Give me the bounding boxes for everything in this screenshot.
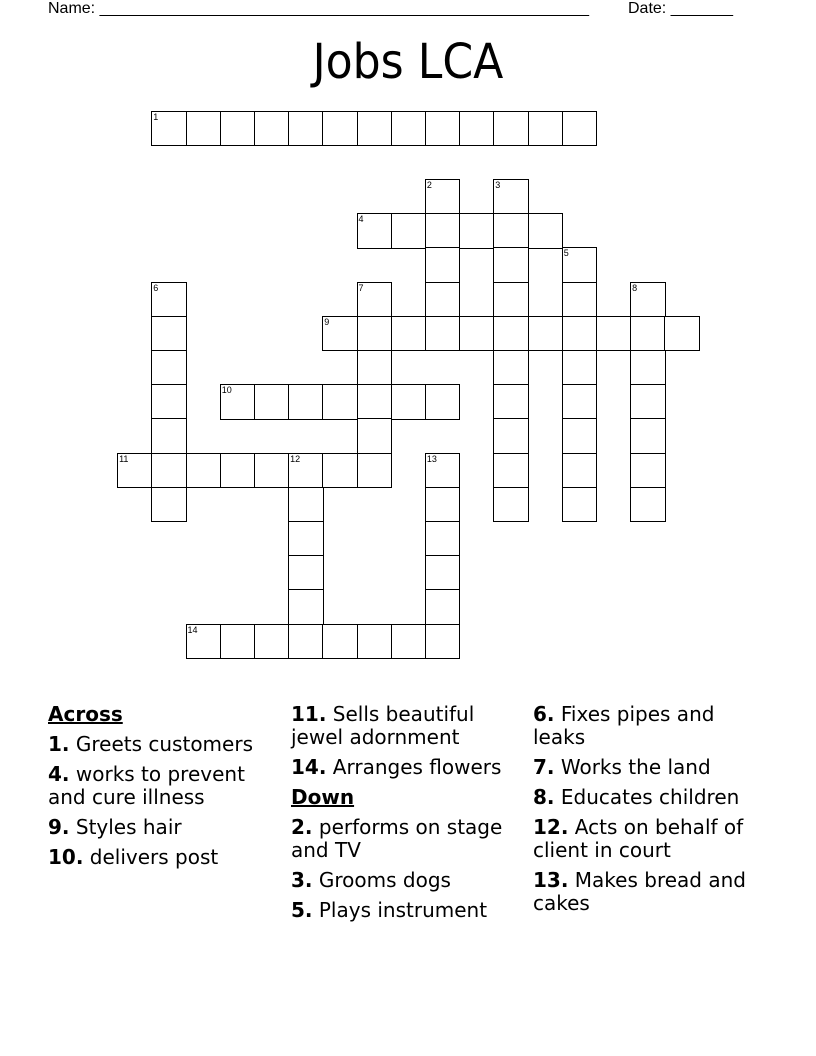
clue-number: 11 xyxy=(119,453,129,464)
clue-column-3 xyxy=(533,703,769,922)
clue-column-2 xyxy=(291,703,527,929)
crossword-cell[interactable] xyxy=(357,350,393,386)
clue-number: 3 xyxy=(495,179,501,190)
crossword-cell[interactable] xyxy=(562,487,598,523)
clue-number: 4 xyxy=(358,214,364,225)
clue-number: 10 xyxy=(221,385,232,396)
crossword-cell[interactable] xyxy=(630,316,666,352)
crossword-cell[interactable] xyxy=(357,282,393,318)
clue-number: 1 xyxy=(153,111,159,122)
crossword-cell[interactable] xyxy=(357,384,393,420)
crossword-cell[interactable] xyxy=(425,316,461,352)
crossword-cell[interactable] xyxy=(186,453,222,489)
crossword-cell[interactable] xyxy=(220,384,256,420)
crossword-cell[interactable] xyxy=(630,350,666,386)
crossword-cell[interactable] xyxy=(288,555,324,591)
crossword-cell[interactable] xyxy=(391,213,427,249)
date-field-label: Date: _______ xyxy=(628,0,733,17)
clue-number: 12 xyxy=(290,453,301,464)
clue-across-10: 10. delivers post xyxy=(48,845,219,869)
crossword-cell[interactable] xyxy=(493,487,529,523)
crossword-cell[interactable] xyxy=(562,453,598,489)
crossword-cell[interactable] xyxy=(288,624,324,660)
crossword-cell[interactable] xyxy=(459,111,495,147)
crossword-cell[interactable] xyxy=(562,111,598,147)
crossword-cell[interactable] xyxy=(357,213,393,249)
crossword-cell[interactable] xyxy=(391,316,427,352)
clue-across-11: 11. Sells beautiful jewel adornment xyxy=(291,702,475,749)
crossword-cell[interactable] xyxy=(220,111,256,147)
crossword-cell[interactable] xyxy=(630,418,666,454)
crossword-cell[interactable] xyxy=(322,453,358,489)
crossword-cell[interactable] xyxy=(357,111,393,147)
crossword-cell[interactable] xyxy=(322,316,358,352)
crossword-cell[interactable] xyxy=(288,384,324,420)
crossword-cell[interactable] xyxy=(357,624,393,660)
crossword-cell[interactable] xyxy=(630,282,666,318)
crossword-cell[interactable] xyxy=(493,213,529,249)
crossword-cell[interactable] xyxy=(151,453,187,489)
crossword-cell[interactable] xyxy=(562,247,598,283)
crossword-cell[interactable] xyxy=(288,521,324,557)
crossword-cell[interactable] xyxy=(288,487,324,523)
down-heading: Down xyxy=(291,785,355,809)
crossword-cell[interactable] xyxy=(493,282,529,318)
clue-number: 9 xyxy=(324,316,330,327)
crossword-cell[interactable] xyxy=(425,111,461,147)
crossword-cell[interactable] xyxy=(630,384,666,420)
crossword-cell[interactable] xyxy=(151,111,187,147)
crossword-cell[interactable] xyxy=(562,282,598,318)
name-field-label: Name: _______________________________________________________ xyxy=(48,0,589,17)
crossword-cell[interactable] xyxy=(425,487,461,523)
clue-across-14: 14. Arranges flowers xyxy=(291,755,502,779)
crossword-cell[interactable] xyxy=(493,247,529,283)
crossword-cell[interactable] xyxy=(425,282,461,318)
crossword-cell[interactable] xyxy=(425,213,461,249)
crossword-cell[interactable] xyxy=(425,589,461,625)
crossword-cell[interactable] xyxy=(425,384,461,420)
crossword-cell[interactable] xyxy=(391,384,427,420)
crossword-cell[interactable] xyxy=(322,624,358,660)
crossword-cell[interactable] xyxy=(186,624,222,660)
crossword-cell[interactable] xyxy=(664,316,700,352)
crossword-cell[interactable] xyxy=(220,453,256,489)
crossword-cell[interactable] xyxy=(562,384,598,420)
crossword-cell[interactable] xyxy=(528,213,564,249)
crossword-cell[interactable] xyxy=(562,418,598,454)
clue-down-5: 5. Plays instrument xyxy=(291,898,488,922)
crossword-cell[interactable] xyxy=(493,384,529,420)
crossword-cell[interactable] xyxy=(254,624,290,660)
crossword-cell[interactable] xyxy=(562,350,598,386)
page-title: Jobs LCA xyxy=(312,34,504,90)
crossword-cell[interactable] xyxy=(288,111,324,147)
crossword-cell[interactable] xyxy=(493,316,529,352)
crossword-cell[interactable] xyxy=(425,247,461,283)
crossword-cell[interactable] xyxy=(493,418,529,454)
clue-number: 13 xyxy=(426,453,437,464)
crossword-cell[interactable] xyxy=(425,624,461,660)
crossword-cell[interactable] xyxy=(151,418,187,454)
crossword-cell[interactable] xyxy=(562,316,598,352)
crossword-cell[interactable] xyxy=(151,384,187,420)
crossword-cell[interactable] xyxy=(391,111,427,147)
clue-across-9: 9. Styles hair xyxy=(48,815,182,839)
clue-number: 5 xyxy=(563,248,569,259)
clue-number: 7 xyxy=(358,282,364,293)
clue-down-3: 3. Grooms dogs xyxy=(291,868,451,892)
clue-down-13: 13. Makes bread and cakes xyxy=(533,868,746,915)
crossword-cell[interactable] xyxy=(151,350,187,386)
clue-number: 6 xyxy=(153,282,159,293)
crossword-cell[interactable] xyxy=(322,384,358,420)
crossword-cell[interactable] xyxy=(630,487,666,523)
crossword-cell[interactable] xyxy=(493,111,529,147)
crossword-cell[interactable] xyxy=(220,624,256,660)
crossword-cell[interactable] xyxy=(254,111,290,147)
clue-down-7: 7. Works the land xyxy=(533,755,711,779)
across-heading: Across xyxy=(48,702,123,726)
clue-down-6: 6. Fixes pipes and leaks xyxy=(533,702,715,749)
crossword-cell[interactable] xyxy=(630,453,666,489)
clue-across-1: 1. Greets customers xyxy=(48,732,253,756)
crossword-cell[interactable] xyxy=(459,316,495,352)
crossword-cell[interactable] xyxy=(425,453,461,489)
crossword-cell[interactable] xyxy=(596,316,632,352)
clue-across-4: 4. works to prevent and cure illness xyxy=(48,762,245,809)
crossword-cell[interactable] xyxy=(493,350,529,386)
crossword-cell[interactable] xyxy=(186,111,222,147)
clue-down-2: 2. performs on stage and TV xyxy=(291,815,503,862)
crossword-cell[interactable] xyxy=(254,453,290,489)
clue-down-8: 8. Educates children xyxy=(533,785,740,809)
crossword-cell[interactable] xyxy=(117,453,153,489)
crossword-cell[interactable] xyxy=(322,111,358,147)
clue-column-1 xyxy=(48,703,284,876)
crossword-cell[interactable] xyxy=(528,316,564,352)
clue-number: 8 xyxy=(632,282,638,293)
crossword-cell[interactable] xyxy=(357,418,393,454)
crossword-cell[interactable] xyxy=(288,589,324,625)
clue-number: 2 xyxy=(426,179,432,190)
crossword-cell[interactable] xyxy=(425,555,461,591)
crossword-cell[interactable] xyxy=(459,213,495,249)
crossword-cell[interactable] xyxy=(425,521,461,557)
crossword-cell[interactable] xyxy=(528,111,564,147)
crossword-cell[interactable] xyxy=(357,316,393,352)
clue-down-12: 12. Acts on behalf of client in court xyxy=(533,815,744,862)
crossword-cell[interactable] xyxy=(493,453,529,489)
crossword-cell[interactable] xyxy=(151,316,187,352)
crossword-cell[interactable] xyxy=(357,453,393,489)
crossword-cell[interactable] xyxy=(493,179,529,215)
crossword-cell[interactable] xyxy=(391,624,427,660)
clue-number: 14 xyxy=(187,624,198,635)
crossword-cell[interactable] xyxy=(151,282,187,318)
crossword-cell[interactable] xyxy=(425,179,461,215)
crossword-cell[interactable] xyxy=(151,487,187,523)
crossword-cell[interactable] xyxy=(288,453,324,489)
crossword-cell[interactable] xyxy=(254,384,290,420)
